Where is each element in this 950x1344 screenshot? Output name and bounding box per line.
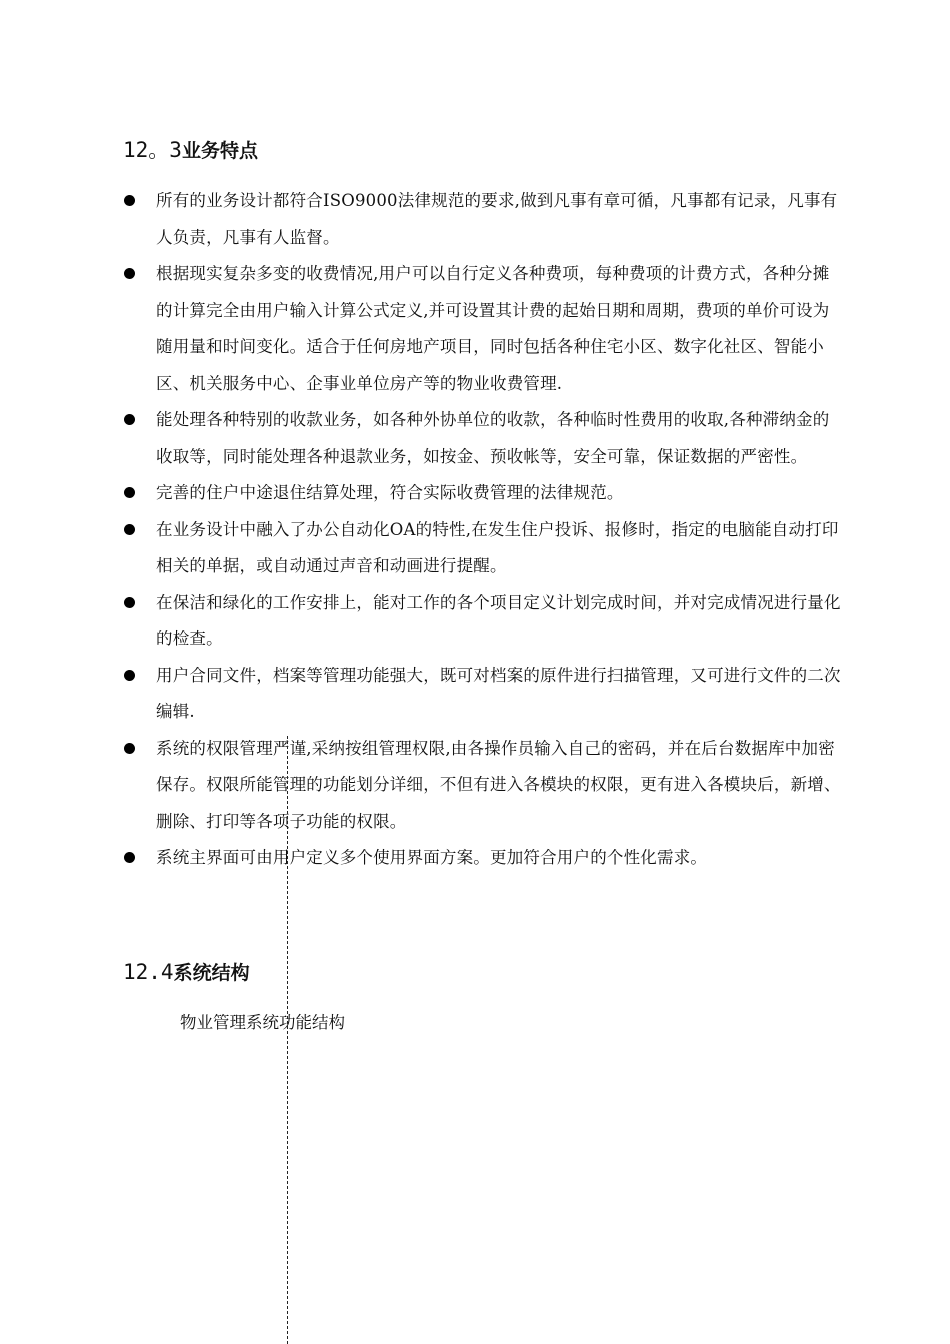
- list-item-text: 能处理各种特别的收款业务，如各种外协单位的收款，各种临时性费用的收取,各种滞纳金的收取等，同时能处理各种退款业务，如按金、预收帐等，安全可靠，保证数据的严密性。: [156, 410, 830, 466]
- bullet-icon: [124, 524, 135, 535]
- section-heading-business-features: [123, 135, 258, 166]
- section-title: 系统结构: [173, 962, 250, 984]
- list-item-text: 完善的住户中途退住结算处理，符合实际收费管理的法律规范。: [156, 483, 624, 502]
- list-item-text: 用户合同文件，档案等管理功能强大，既可对档案的原件进行扫描管理，又可进行文件的二次编辑.: [156, 665, 841, 721]
- section-number: 12。3: [123, 138, 182, 162]
- bullet-icon: [124, 670, 135, 681]
- bullet-icon: [124, 597, 135, 608]
- bullet-icon: [124, 414, 135, 425]
- bullet-icon: [124, 487, 135, 498]
- list-item-text: 在保洁和绿化的工作安排上，能对工作的各个项目定义计划完成时间，并对完成情况进行量化的检查。: [156, 592, 841, 648]
- list-item-text: 系统主界面可由用户定义多个使用界面方案。更加符合用户的个性化需求。: [156, 848, 708, 867]
- list-item-text: 系统的权限管理严谨,采纳按组管理权限,由各操作员输入自己的密码，并在后台数据库中加密保存。权限所能管理的功能划分详细，不但有进入各模块的权限，更有进入各模块后，新增、删除、打印等各项子功能的权限。: [156, 738, 841, 831]
- list-item: [122, 840, 842, 877]
- bullet-icon: [124, 195, 135, 206]
- list-item: [122, 183, 842, 256]
- section-title: 业务特点: [181, 140, 258, 162]
- feature-list: [122, 183, 842, 877]
- list-item: [122, 658, 842, 731]
- bullet-icon: [124, 852, 135, 863]
- section-heading-system-structure: [123, 957, 250, 988]
- list-item: [122, 512, 842, 585]
- list-item-text: 所有的业务设计都符合ISO9000法律规范的要求,做到凡事有章可循，凡事都有记录，凡事有人负责，凡事有人监督。: [156, 191, 838, 247]
- list-item: [122, 475, 842, 512]
- dashed-divider-line: [287, 736, 288, 1344]
- structure-caption: 物业管理系统功能结构: [180, 1013, 345, 1032]
- list-item-text: 根据现实复杂多变的收费情况,用户可以自行定义各种费项，每种费项的计费方式，各种分摊的计算完全由用户输入计算公式定义,并可设置其计费的起始日期和周期，费项的单价可设为随用量和时间变化。适合于任何房地产项目，同时包括各种住宅小区、数字化社区、智能小区、机关服务中心、企事业单位房产等的物业收费管理.: [156, 264, 830, 393]
- list-item: [122, 402, 842, 475]
- list-item: [122, 731, 842, 841]
- list-item: [122, 585, 842, 658]
- list-item-text: 在业务设计中融入了办公自动化OA的特性,在发生住户投诉、报修时，指定的电脑能自动打印相关的单据，或自动通过声音和动画进行提醒。: [156, 519, 839, 575]
- bullet-icon: [124, 268, 135, 279]
- bullet-icon: [124, 743, 135, 754]
- section-number: 12.4: [123, 960, 174, 984]
- list-item: [122, 256, 842, 402]
